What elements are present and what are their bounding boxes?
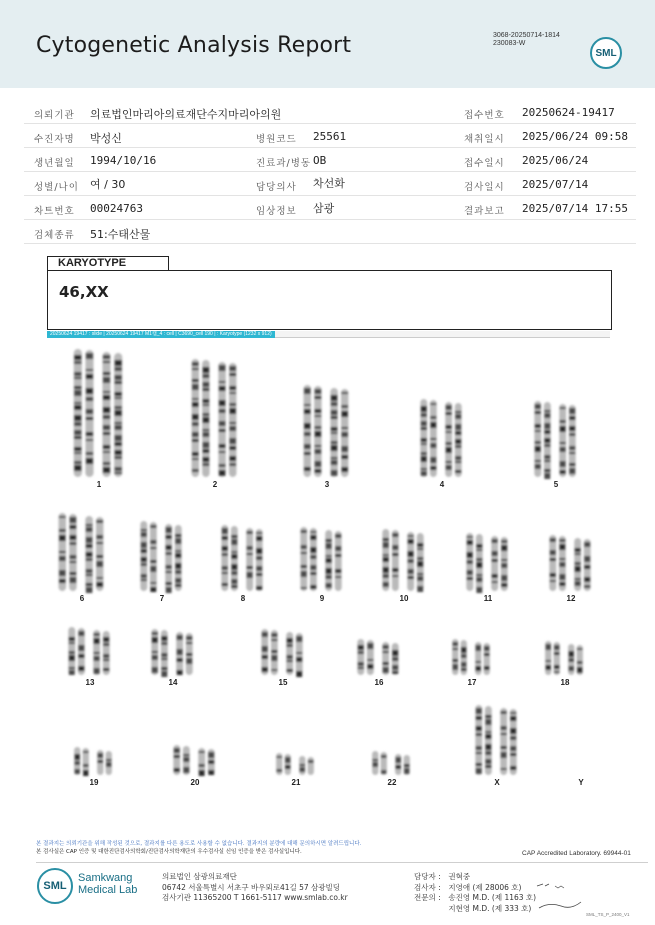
dob-label: 생년월일 [34, 158, 75, 169]
chromosome-pair-11 [466, 533, 507, 593]
chromosome-label-19: 19 [89, 778, 99, 787]
chromosome-13-b [93, 630, 109, 675]
sex-age-label: 성별/나이 [34, 182, 79, 193]
chromosome-14-a [151, 629, 167, 677]
chromosome-15-b [286, 632, 302, 677]
signature-mark [535, 882, 585, 914]
chromosome-4-a [420, 399, 436, 477]
karyotype-tab: KARYOTYPE [47, 256, 169, 271]
chromosome-x-b [500, 708, 516, 775]
chromosome-8-b [246, 528, 262, 591]
karyogram-caption: 20250624 19417 : slide | 20250624 19417 M1캡_4 : cell | C3690_cell 190 | : Karyotype (1232 x 912) [47, 331, 275, 338]
staff-value-3: 송진영 M.D. (제 1163 호) [448, 893, 537, 902]
receipt-date-value: 2025/06/24 [522, 154, 589, 167]
footer-divider [36, 862, 648, 863]
institution-value: 의료법인마리아의료재단수지마리아의원 [90, 108, 282, 121]
karyotype-result: 46,XX [59, 283, 109, 301]
chromosome-label-x: X [494, 778, 500, 787]
chromosome-12-b [574, 538, 590, 591]
chromosome-16-a [357, 639, 373, 675]
dept-value: OB [313, 154, 327, 167]
chromosome-label-21: 21 [291, 778, 301, 787]
chromosome-pair-1 [74, 349, 122, 477]
chart-no-label: 차트번호 [34, 206, 75, 217]
chromosome-3-b [330, 388, 348, 477]
chromosome-label-10: 10 [399, 594, 409, 603]
chromosome-5-b [559, 404, 575, 477]
doctor-label: 담당의사 [256, 182, 297, 193]
clinical-label: 임상정보 [256, 206, 297, 217]
chromosome-pair-7 [140, 521, 181, 593]
report-id-line2: 230083-W [493, 40, 526, 47]
chromosome-16-b [382, 642, 398, 675]
chromosome-label-18: 18 [560, 678, 570, 687]
staff-label-1: 담당자 : [414, 872, 441, 881]
addr-line-1: 의료법인 삼광의료재단 [162, 872, 237, 881]
chromosome-label-5: 5 [553, 480, 559, 489]
patient-value: 박성신 [90, 132, 122, 145]
chromosome-label-22: 22 [387, 778, 397, 787]
chromosome-label-6: 6 [79, 594, 85, 603]
footer-note-1: 본 결과지는 의뢰기관을 위해 작성된 것으로, 결과지를 다른 용도로 사용할 수 없습니다. 결과지의 분량에 대해 문의하시면 알려드립니다. [36, 841, 362, 847]
chromosome-pair-2 [192, 359, 237, 477]
chromosome-2-b [218, 362, 236, 477]
report-header [0, 0, 655, 88]
chromosome-pair-4 [420, 399, 461, 477]
chromosome-pair-x [475, 705, 516, 775]
info-row-5 [24, 196, 636, 220]
addr-line-3: 검사기관 11365200 T 1661-5117 www.smlab.co.kr [162, 893, 348, 902]
report-ids [493, 32, 560, 48]
chromosome-21-a [276, 753, 291, 775]
receipt-no-value: 20250624-19417 [522, 106, 615, 119]
chromosome-pair-10 [382, 529, 423, 592]
chromosome-13-a [68, 627, 84, 675]
chromosome-6-a [59, 513, 77, 591]
specimen-label: 검체종류 [34, 230, 75, 241]
sml-logo: SML [590, 37, 622, 69]
chromosome-label-8: 8 [240, 594, 246, 603]
chromosome-label-13: 13 [85, 678, 95, 687]
chromosome-18-a [545, 641, 560, 675]
staff-label-3: 전문의 : [414, 893, 441, 902]
chromosome-1-a [74, 349, 94, 477]
cap-accreditation: CAP Accredited Laboratory. 69944-01 [522, 850, 631, 857]
chromosome-9-b [325, 530, 341, 591]
chromosome-label-12: 12 [566, 594, 576, 603]
chromosome-11-a [466, 533, 482, 593]
staff-list [414, 872, 536, 914]
chromosome-7-a [140, 521, 156, 592]
karyogram-image [40, 345, 615, 793]
sml-footer-logo: SML [37, 868, 73, 904]
specimen-value: 51:수태산물 [90, 228, 151, 241]
chromosome-label-20: 20 [190, 778, 200, 787]
staff-label-2: 검사자 : [414, 882, 441, 892]
chromosome-8-a [221, 525, 237, 591]
report-id-line1: 3068-20250714-1814 [493, 32, 560, 39]
chromosome-label-y: Y [578, 778, 584, 787]
chromosome-pair-13 [68, 627, 109, 675]
info-row-2 [24, 124, 636, 148]
hospital-code-value: 25561 [313, 130, 347, 143]
form-number: SML_TS_P_2400_V1 [586, 912, 630, 917]
chromosome-2-a [192, 359, 210, 477]
chromosome-10-a [382, 529, 398, 591]
chromosome-label-16: 16 [374, 678, 384, 687]
chromosome-19-a [74, 747, 89, 776]
info-row-6 [24, 220, 636, 244]
patient-info-table [24, 100, 636, 244]
chromosome-17-b [475, 642, 490, 675]
chromosome-11-b [491, 536, 507, 591]
chromosome-pair-3 [304, 385, 349, 477]
chromosome-pair-18 [545, 641, 583, 675]
chromosome-pair-12 [549, 535, 590, 591]
collection-value: 2025/06/24 09:58 [522, 130, 628, 143]
test-date-label: 검사일시 [464, 182, 505, 193]
brand-line-2: Medical Lab [78, 884, 138, 896]
chromosome-pair-8 [221, 525, 262, 591]
chromosome-pair-9 [300, 527, 341, 591]
sex-age-value: 여 / 30 [90, 178, 126, 191]
patient-label: 수진자명 [34, 134, 75, 145]
report-label: 결과보고 [464, 206, 505, 217]
karyotype-result-box [47, 270, 612, 330]
footer-note-2: 본 검사실은 CAP 인증 및 대한진단검사의학회/진단검사의학재단의 우수검사실 신임 인증을 받은 검사실입니다. [36, 849, 302, 855]
chromosome-22-a [372, 751, 387, 775]
info-row-4 [24, 172, 636, 196]
chromosome-label-7: 7 [159, 594, 165, 603]
chromosome-pair-17 [452, 639, 490, 675]
chromosome-x-a [475, 705, 491, 775]
chromosome-label-11: 11 [483, 594, 493, 603]
chromosome-pair-20 [173, 745, 214, 776]
clinical-value: 삼광 [313, 202, 335, 215]
info-row-1 [24, 100, 636, 124]
footer-notes [36, 840, 361, 856]
dob-value: 1994/10/16 [90, 154, 157, 167]
chromosome-10-b [407, 532, 423, 592]
chromosome-12-a [549, 535, 565, 591]
chromosome-label-2: 2 [212, 480, 218, 489]
chromosome-17-a [452, 639, 467, 675]
receipt-no-label: 접수번호 [464, 110, 505, 121]
chromosome-pair-15 [261, 629, 302, 677]
doctor-value: 차선화 [313, 177, 345, 190]
chromosome-pair-19 [74, 747, 112, 776]
test-date-value: 2025/07/14 [522, 178, 589, 191]
chromosome-21-b [299, 756, 314, 775]
chromosome-6-b [85, 516, 103, 593]
chromosome-1-b [102, 352, 122, 477]
info-row-3 [24, 148, 636, 172]
hospital-code-label: 병원코드 [256, 134, 297, 145]
chromosome-label-9: 9 [319, 594, 325, 603]
chromosome-15-a [261, 629, 277, 675]
receipt-date-label: 접수일시 [464, 158, 505, 169]
chromosome-14-b [176, 632, 192, 675]
collection-label: 채취일시 [464, 134, 505, 145]
chromosome-pair-5 [534, 401, 575, 479]
chromosome-4-b [445, 402, 461, 477]
chromosome-label-1: 1 [96, 480, 102, 489]
chromosome-9-a [300, 527, 316, 591]
addr-line-2: 06742 서울특별시 서초구 바우뫼로41길 57 삼광빌딩 [162, 882, 341, 892]
chromosome-22-b [395, 754, 410, 775]
chart-no-value: 00024763 [90, 202, 143, 215]
chromosome-5-a [534, 401, 550, 479]
report-title: Cytogenetic Analysis Report [36, 33, 352, 58]
karyogram-caption-strip [47, 331, 610, 338]
chromosome-20-a [173, 745, 189, 775]
chromosome-20-b [198, 748, 214, 776]
chromosome-18-b [568, 644, 583, 675]
chromosome-3-a [304, 385, 322, 477]
lab-address [162, 872, 348, 904]
chromosome-pair-14 [151, 629, 192, 677]
staff-value-1: 권혁중 [448, 872, 471, 881]
chromosome-pair-21 [276, 753, 314, 775]
chromosome-pair-6 [59, 513, 104, 593]
chromosome-7-b [165, 524, 181, 593]
chromosome-19-b [97, 750, 112, 775]
report-value: 2025/07/14 17:55 [522, 202, 628, 215]
institution-label: 의뢰기관 [34, 110, 75, 121]
chromosome-label-17: 17 [467, 678, 477, 687]
chromosome-pair-22 [372, 751, 410, 775]
dept-label: 진료과/병동 [256, 158, 312, 169]
chromosome-label-15: 15 [278, 678, 288, 687]
chromosome-pair-16 [357, 639, 398, 675]
chromosome-label-14: 14 [168, 678, 178, 687]
chromosome-label-4: 4 [439, 480, 445, 489]
brand-name [78, 872, 137, 896]
brand-line-1: Samkwang [78, 872, 133, 884]
chromosome-label-3: 3 [324, 480, 330, 489]
staff-value-2: 지영애 (제 28006 호) [448, 882, 522, 892]
staff-value-4: 지현영 M.D. (제 333 호) [448, 903, 532, 913]
